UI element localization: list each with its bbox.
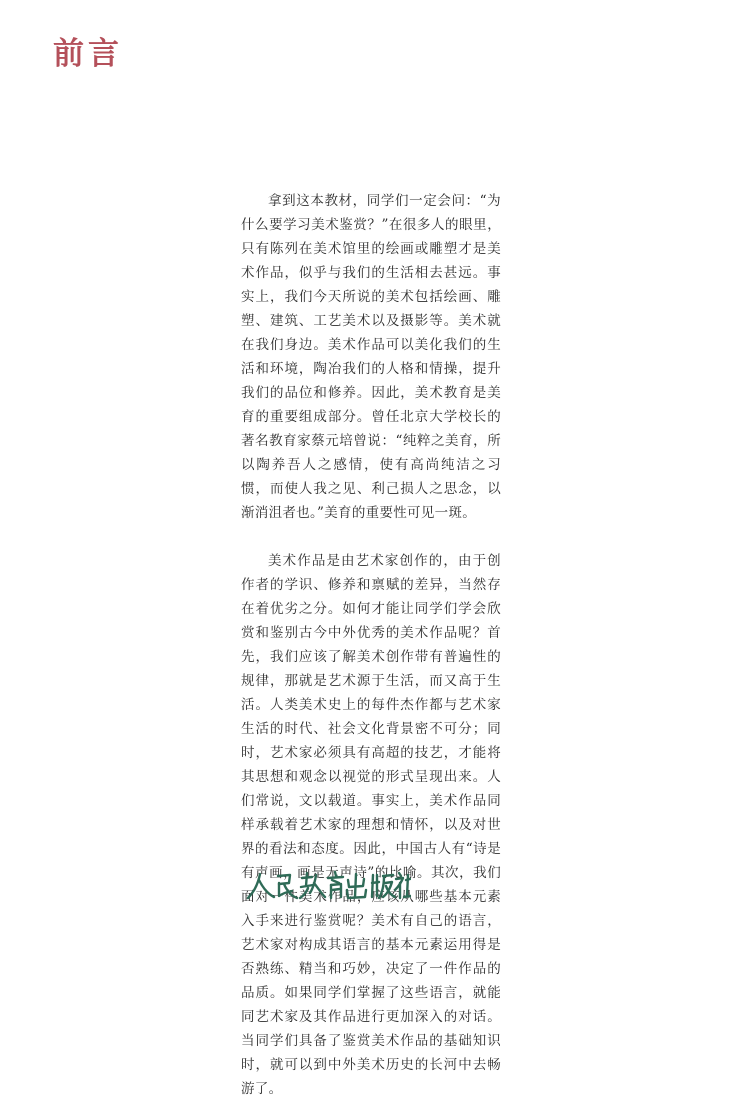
- paragraph-1: 拿到这本教材，同学们一定会问：“为什么要学习美术鉴赏？”在很多人的眼里，只有陈列在美术馆里的绘画或雕塑才是美术作品，似乎与我们的生活相去甚远。事实上，我们今天所说的美术包括绘画、雕塑、建筑、工艺美术以及摄影等。美术就在我们身边。美术作品可以美化我们的生活和环境，陶冶我们的人格和情操，提升我们的品位和修养。因此，美术教育是美育的重要组成部分。曾任北京大学校长的著名教育家蔡元培曾说：“纯粹之美育，所以陶养吾人之感情，使有高尚纯洁之习惯，而使人我之见、利己损人之思念，以渐消沮者也。”美育的重要性可见一斑。: [241, 193, 501, 521]
- preface-body: [241, 189, 501, 1101]
- calligraphy-logo-icon: [246, 866, 411, 906]
- page-title: 前言: [53, 36, 123, 72]
- publisher-logo: [246, 866, 411, 906]
- paragraph-2: 美术作品是由艺术家创作的，由于创作者的学识、修养和禀赋的差异，当然存在着优劣之分。如何才能让同学们学会欣赏和鉴别古今中外优秀的美术作品呢？首先，我们应该了解美术创作带有普遍性的规律，那就是艺术源于生活，而又高于生活。人类美术史上的每件杰作都与艺术家生活的时代、社会文化背景密不可分；同时，艺术家必须具有高超的技艺，才能将其思想和观念以视觉的形式呈现出来。人们常说，文以载道。事实上，美术作品同样承载着艺术家的理想和情怀，以及对世界的看法和态度。因此，中国古人有“诗是有声画，画是无声诗”的比喻。其次，我们面对一件美术作品，应该从哪些基本元素入手来进行鉴赏呢？美术有自己的语言，艺术家对构成其语言的基本元素运用得是否熟练、精当和巧妙，决定了一件作品的品质。如果同学们掌握了这些语言，就能同艺术家及其作品进行更加深入的对话。当同学们具备了鉴赏美术作品的基础知识时，就可以到中外美术历史的长河中去畅游了。: [241, 553, 501, 1097]
